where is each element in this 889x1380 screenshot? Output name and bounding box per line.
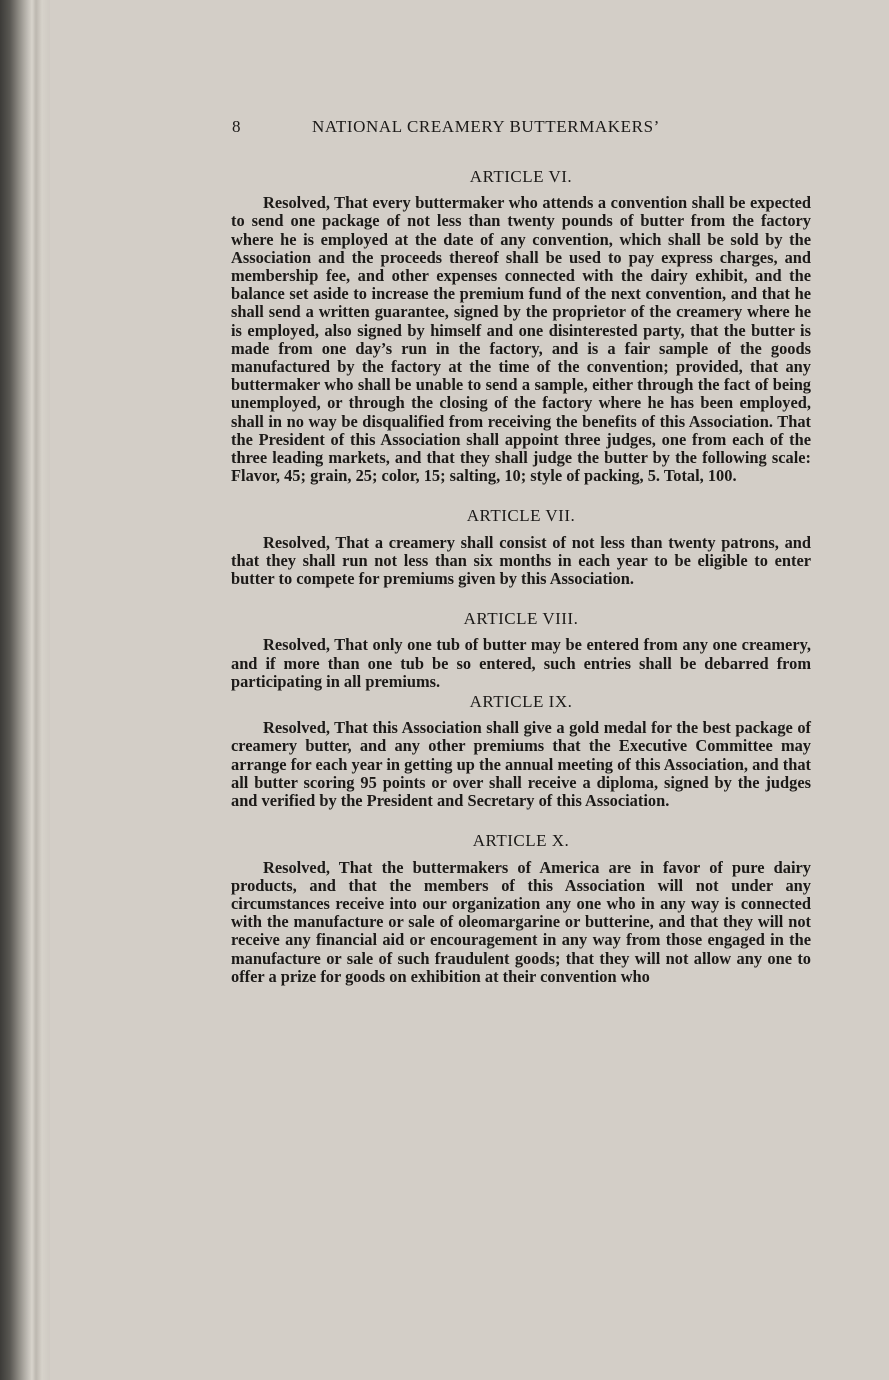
article-heading: ARTICLE IX. [469,692,573,712]
article-text: Resolved, That the buttermakers of America are in favor of pure dairy products, and that the members of this Association will not under any circumstances receive into our organization any one who in any way is connected with the manufacture or sale of oleomargarine or butterine, and that they will not receive any financial aid or encouragement in any way from those engaged in the manufacture or sale of such fraudulent goods; that they will not allow any one to offer a prize for goods on exhibition at their convention who [231,857,811,986]
article-heading: ARTICLE X. [472,831,570,851]
article-heading: ARTICLE VII. [466,506,576,526]
article-text: Resolved, That this Association shall give a gold medal for the best package of creamery butter, and any other premiums that the Executive Committee may arrange for each year in getting up the annual meeting of this Association, and that all butter scoring 95 points or over shall receive a diploma, signed by the judges and verified by the President and Secretary of this Association. [231,718,811,811]
article-text: Resolved, That only one tub of butter may be entered from any one creamery, and if more than one tub be so entered, such entries shall be debarred from participating in all premiums. [231,635,811,691]
article-text: Resolved, That every buttermaker who attends a convention shall be expected to send one package of not less than twenty pounds of butter from the factory where he is employed at the date of any convention, which shall be sold by the Association and the proceeds thereof shall be used to pay express charges, and membership fee, and other expenses connected with the dairy exhibit, and the balance set aside to increase the premium fund of the next convention, and that he shall send a written guarantee, signed by the proprietor of the creamery where he is employed, also signed by himself and one disinterested party, that the butter is made from one day’s run in the factory, and is a fair sample of the goods manufactured by the factory at the time of the convention; provided, that any buttermaker who shall be unable to send a sample, either through the fact of being unemployed, or through the closing of the factory where he has been employed, shall in no way be disqualified from receiving the benefits of this Association. That the President of this Association shall appoint three judges, one from each of the three leading markets, and that they shall judge the butter by the following scale: Flavor, 45; grain, 25; color, 15; salting, 10; style of packing, 5. Total, 100. [231,193,811,486]
running-title: NATIONAL CREAMERY BUTTERMAKERS’ [312,117,660,136]
book-binding-edge [0,0,50,1380]
page-number: 8 [232,117,242,136]
page-body [231,160,811,986]
article-heading: ARTICLE VI. [469,167,573,186]
article-heading: ARTICLE VIII. [463,609,579,629]
article-text: Resolved, That a creamery shall consist of not less than twenty patrons, and that they shall run not less than six months in each year to be eligible to enter butter to compete for premiums given by this Association. [231,532,811,589]
